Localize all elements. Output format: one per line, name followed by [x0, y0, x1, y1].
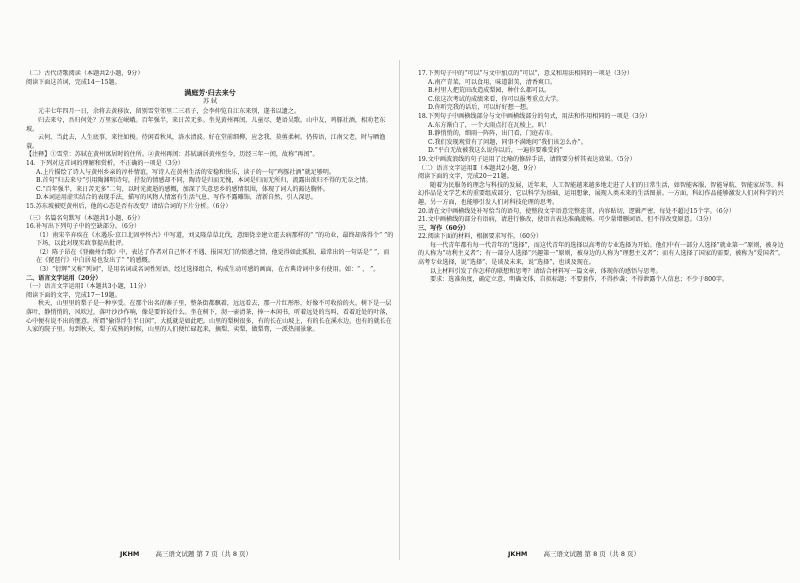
- section-head-language: 二、语言文字运用（20分）: [26, 274, 102, 282]
- poem-preface: 元丰七年四月一日，余将去黄移汝，留别雪堂邻里二三君子，会李仲览自江东来别，遂书以遗之。: [38, 108, 301, 116]
- left-page-footer: [120, 549, 252, 558]
- footer-page-left: 高三语文试题 第 7 页（共 8 页）: [155, 550, 253, 558]
- poem-author: 苏 轼: [202, 97, 218, 105]
- right-page-column: [418, 70, 786, 540]
- poem-title: 满庭芳·归去来兮: [184, 88, 236, 98]
- question-17-option-c: C.依这次考试的成绩来看，你可以报考重点大学。: [428, 95, 563, 103]
- footer-mark-right: JKHM: [508, 550, 528, 558]
- question-19: 19.文中画波浪线的句子运用了比喻的修辞手法，请简要分析其表达效果。（5分）: [418, 155, 636, 163]
- poem-stanza-2: 云何，当此去，人生底事，来往如梭。待闲看秋风，洛水清波。好在堂前细柳，应念我、莫剪柔柯。仍传语，江南父老，时与晒渔蓑。: [26, 134, 386, 150]
- footer-mark-left: JKHM: [120, 550, 140, 558]
- reading-passage-2: 随着为民服务的理念与科技的发展，近年来，人工智能越来越多地走进了人们的日常生活，如智能客服、智能导航、智能家居等。科幻作品是文学艺术的重要组成部分，它以科学为基础，运用想象，展现人类未来的生活图景。一方面，科幻作品能够激发人们对科学的兴趣，另一方面，也能够引发人们对科技伦理的思考。: [418, 181, 784, 206]
- page-divider: [399, 60, 400, 560]
- question-14-option-b: B.首句“归去来兮”引用陶渊明诗句，抒发的情感却不同，陶诗是归而无愧，本词是归而无所归，流露出欲归不得的无奈之情。: [36, 177, 372, 185]
- question-16-item-2: （2）陈子昂在《登幽州台歌》中，表达了作者对自己怀才不遇、报国无门的愤懑之情，他觉得如此孤独，最常出的一句话是“ ”，而在《琵琶行》中白居易也发出了“ ”的感慨。: [36, 248, 390, 265]
- question-20: 20.请在文中画横线处补写恰当的语句，使整段文字语意完整连贯，内容贴切，逻辑严密，每处不超过15个字。（6分）: [418, 207, 735, 215]
- essay-prompt: 以上材料引发了你怎样的联想和思考？请结合材料写一篇文章，体现你的感悟与思考。: [430, 267, 662, 275]
- question-18-option-a: A.东方渐白了，一个大雨点打在瓦棱上，叭！: [428, 121, 551, 129]
- reading-passage: 秋天，山里里的梨子是一种享受。在那个出名的寨子里，整条街都飘着，远远看去，那一片红彤彤，好像不可收拾的火。树下是一层落叶，静悄悄的，风吹过，落叶沙沙作响，像是要诉说什么。坐在树下，沏一壶清茶，捧一本闲书，听着远处的鸟叫，看着近处的叶落，心中便有说不出的惬意。所谓“偷得浮生半日闲”，大抵就是如此吧。山里的梨树很多，有的长在山坡上，有的长在溪水边，也有的就长在人家的院子里。每到秋天，梨子成熟的时候，山里的人们便忙碌起来，摘梨、卖梨、做梨膏，一派热闹景象。: [26, 300, 392, 334]
- question-18-option-d: D.“平白无故被我这么说你以后，一遍你要难受的”: [428, 147, 563, 155]
- question-16-item-3: （3）“衍辉”又称“列词”，是用名词或名词性短语，经过选择组合，构成生动可感的画面，在古典诗词中多有使用。如：“ ， ”。: [36, 266, 380, 274]
- essay-requirements: 要求：选准角度，确定立意，明确文体，自拟标题；不要套作，不得抄袭；不得泄露个人信息；不少于800字。: [430, 276, 729, 284]
- question-17-option-d: D.你听完我的话后，可以好好想一想。: [428, 104, 533, 112]
- question-14-option-d: D.本词运用虚实结合的表现手法，描写的风物人情富有生活气息，写作不露雕饰，清新自然，引人深思。: [36, 194, 317, 202]
- question-14-option-c: C.“百年强半，来日苦无多”二句，以时光流逝的感慨，加深了失意思乡的感情氛围，体现了词人的豁达胸怀。: [36, 185, 329, 193]
- question-18: 18.下列句子中画横线部分与文中画横线部分的句式，用法和作用相同的一项是（3分）: [418, 112, 651, 120]
- section-head-recitation: （三）名篇名句默写（本题共1小题，6分）: [26, 214, 144, 222]
- poem-stanza-1: 归去来兮，吾归何处？万里家在岷峨。百年强半，来日苦无多。坐见黄州再闰，儿童尽、楚语吴歌。山中友，鸡豚社酒，相劝老东坡。: [26, 116, 386, 133]
- question-16: 16.补写出下列句子中的空缺部分。（6分）: [26, 223, 141, 231]
- language-intro-2: 阅读下面的文字，完成20～21题。: [418, 173, 513, 181]
- question-15: 15.苏东坡被贬黄州后，他的心态是否有改变？请结合词的下片分析。（6分）: [26, 202, 232, 210]
- question-21: 21.文中画横线的部分有语病，请进行修改，使语言表达准确流畅。可少量增删词语，但不得改变原意。（3分）: [418, 216, 715, 224]
- poem-note: 【注释】①雪堂：苏轼在黄州寓居时的住所。②黄州再闰：苏轼谪居黄州至今，历经三年一闰，故称“再闰”。: [26, 151, 319, 159]
- question-17-option-b: B.村里人把荒田改造成梨园，种什么都可以。: [428, 87, 551, 95]
- language-subsection-1: （一）语言文字运用Ⅰ（本题共3小题，11分）: [26, 283, 150, 291]
- poetry-intro: 阅读下面这首词，完成14～15题。: [26, 78, 121, 86]
- section-head-poetry: （二）古代诗歌阅读（本题共2小题，9分）: [26, 70, 144, 77]
- left-page-column: [26, 70, 394, 540]
- question-17-option-a: A.南产青菜，可以食用，味道甜美，清香爽口。: [428, 78, 557, 86]
- language-subsection-2: （二）语言文字运用Ⅱ（本题共2小题，9分）: [418, 164, 540, 172]
- question-14: 14．下列对这首词的理解和赏析，不正确的一项是（3分）: [26, 159, 184, 167]
- essay-material: 每一代青年都有每一代青年的“选择”，而这代青年的选择以高考的专业选择为开始。他们中有一部分人选择“就业第一”原则，被身边的人称为“功利主义者”；有一部分人选择“兴趣第一”原则，被身边的人称为“理想主义者”；而有人选择了国家的需要，被称为“爱国者”。高考专业选择，说“选择”，是谈及未来，说“选择”，也谈及现在。: [418, 241, 785, 267]
- footer-page-right: 高三语文试题 第 8 页（共 8 页）: [543, 550, 641, 558]
- question-16-item-1: （1）南宋辛弃疾在《水遇乐·京口北固亭怀古》中写道，刘义隆草草北伐，意图侥幸建立霍去病那样的“ ”的功业，最终却落得个“ ”的下场，以此对现实政事提出批评。: [36, 231, 394, 248]
- section-head-writing: 三、写作（60分）: [418, 224, 470, 232]
- question-17: 17.下列句子中的“可以”与文中加点的“可以”，意义和用法相同的一项是（3分）: [418, 70, 633, 77]
- right-page-footer: [508, 549, 640, 558]
- question-18-option-b: B.静悄悄的，细雨一阵阵，出门看，门庭若市。: [428, 130, 557, 138]
- question-14-option-a: A.上片描绘了诗人与黄州乡亲的淳朴情谊，写诗人在黄州生活的安稳和快乐，读子的一句“鸡豚社酒”就足够明。: [36, 168, 335, 176]
- question-18-option-c: C.我们发现观赏有了问题，同事不满地问“我们该怎么办”。: [428, 138, 587, 146]
- question-22: 22.阅读下面的材料，根据要求写作。（60分）: [418, 233, 543, 241]
- language-intro: 阅读下面的文字，完成17～19题。: [26, 291, 121, 299]
